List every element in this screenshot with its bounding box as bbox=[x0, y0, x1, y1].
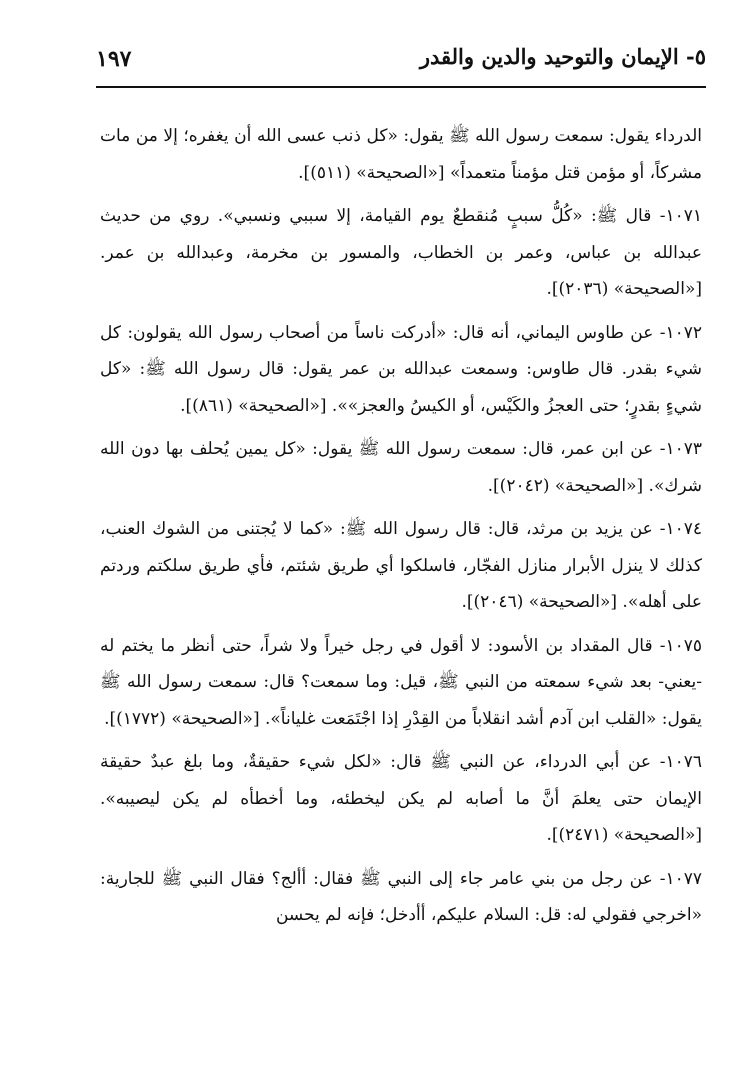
paragraph-continuation bbox=[100, 118, 702, 191]
hadith-1073 bbox=[100, 431, 702, 504]
hadith-number: ١٠٧٧- bbox=[659, 868, 702, 889]
hadith-number: ١٠٧٤- bbox=[659, 519, 702, 539]
hadith-1072 bbox=[100, 315, 702, 425]
paragraph-text: عن أبي الدرداء، عن النبي ﷺ قال: «لكل شيء حقيقةٌ، وما بلغ عبدٌ حقيقة الإيمان حتى يعلمَ أنَّ ما أصابه لم يكن ليخطئه، وما أخطأه لم يكن ليصيبه». [«الصحيحة» (٢٤٧١)]. bbox=[100, 752, 702, 845]
hadith-1074 bbox=[100, 511, 702, 621]
hadith-1077 bbox=[100, 861, 702, 934]
paragraph-text: عن ابن عمر، قال: سمعت رسول الله ﷺ يقول: «كل يمين يُحلف بها دون الله شرك». [«الصحيحة» (٢٠٤٢)]. bbox=[100, 439, 702, 496]
hadith-number: ١٠٧٢- bbox=[659, 322, 702, 343]
hadith-1075 bbox=[100, 628, 702, 738]
hadith-1076 bbox=[100, 744, 702, 854]
paragraph-text: قال المقداد بن الأسود: لا أقول في رجل خيراً ولا شراً، حتى أنظر ما يختم له -يعني- بعد شيء سمعته من النبي ﷺ، قيل: وما سمعت؟ قال: سمعت رسول الله ﷺ يقول: «القلب ابن آدم أشد انقلاباً من القِدْرِ إذا اجْتَمَعت غلياناً». [«الصحيحة» (١٧٧٢)]. bbox=[100, 635, 702, 729]
page-header bbox=[96, 42, 706, 88]
hadith-number: ١٠٧١- bbox=[659, 206, 702, 226]
paragraph-text: الدرداء يقول: سمعت رسول الله ﷺ يقول: «كل ذنب عسى الله أن يغفره؛ إلا من مات مشركاً، أو مؤمن قتل مؤمناً متعمداً» [«الصحيحة» (٥١١)]. bbox=[100, 126, 702, 183]
paragraph-text: عن رجل من بني عامر جاء إلى النبي ﷺ فقال: أألج؟ فقال النبي ﷺ للجارية: «اخرجي فقولي له: قل: السلام عليكم، أأدخل؛ فإنه لم يحسن bbox=[100, 868, 702, 925]
paragraph-text: عن طاوس اليماني، أنه قال: «أدركت ناساً من أصحاب رسول الله يقولون: كل شيء بقدر. قال طاوس: وسمعت عبدالله بن عمر يقول: قال رسول الله ﷺ: «كل شيءٍ بقدرٍ؛ حتى العجزُ والكَيْس، أو الكيسُ والعجز»». [«الصحيحة» (٨٦١)]. bbox=[100, 322, 702, 416]
paragraph-text: قال ﷺ: «كُلُّ سببٍ مُنقطعٌ يوم القيامة، إلا سببي ونسبي». روي من حديث عبدالله بن عباس، وعمر بن الخطاب، والمسور بن مخرمة، وعبدالله بن عمر. [«الصحيحة» (٢٠٣٦)]. bbox=[100, 206, 702, 299]
hadith-number: ١٠٧٥- bbox=[659, 635, 702, 656]
text-body bbox=[100, 118, 702, 941]
page-number: ١٩٧ bbox=[96, 46, 132, 72]
chapter-title: ٥- الإيمان والتوحيد والدين والقدر bbox=[419, 44, 706, 69]
hadith-number: ١٠٧٦- bbox=[659, 752, 702, 772]
paragraph-text: عن يزيد بن مرثد، قال: قال رسول الله ﷺ: «كما لا يُجتنى من الشوك العنب، كذلك لا ينزل الأبرار منازل الفجّار، فاسلكوا أي طريق شئتم، فأي طريق سلكتم وردتم على أهله». [«الصحيحة» (٢٠٤٦)]. bbox=[100, 519, 702, 612]
hadith-number: ١٠٧٣- bbox=[659, 439, 702, 459]
hadith-1071 bbox=[100, 198, 702, 308]
